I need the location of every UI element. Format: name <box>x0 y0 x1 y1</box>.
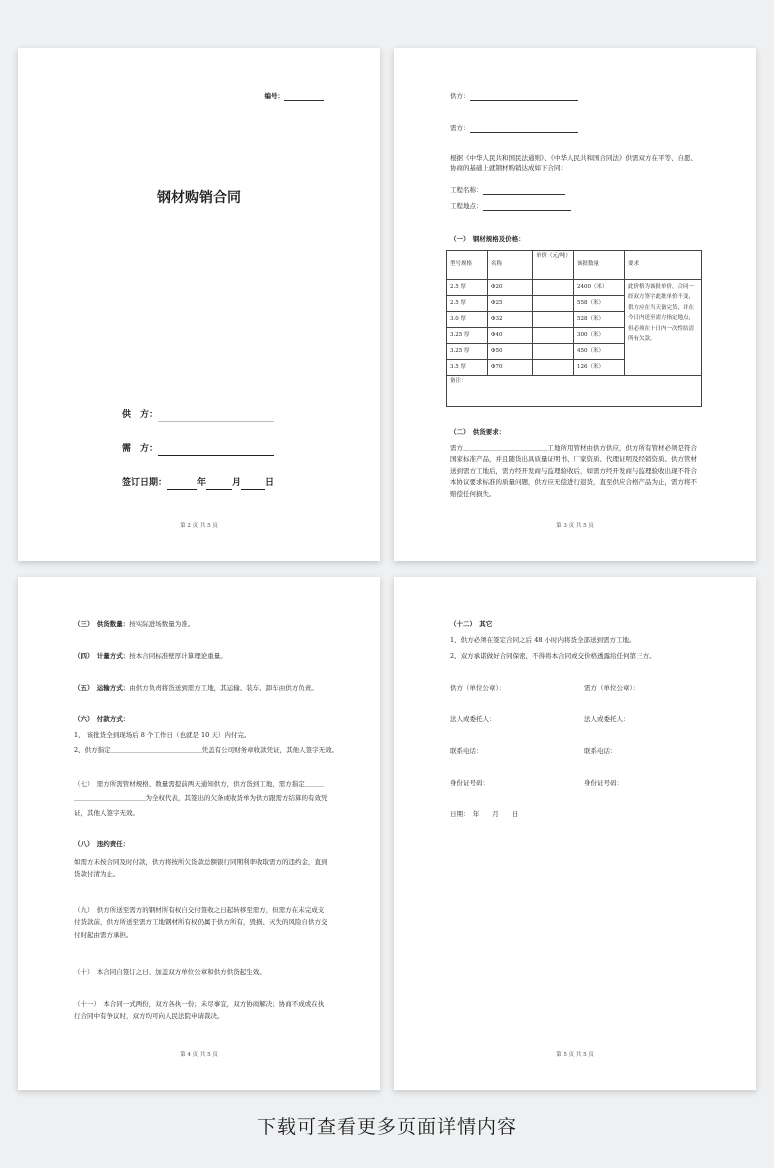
supplier-label: 供方： <box>450 92 470 100</box>
supplier-label: 供 方： <box>122 410 159 420</box>
day-label: 日 <box>265 478 275 488</box>
clause-12-line-1: 1、供方必须在签定合同之后 48 小时内将货全部送到需方工地。 <box>450 636 636 644</box>
project-name-blank <box>483 186 565 195</box>
payment-line-1: 1、 该批货全到现场后 8 个工作日（也就是 10 天）内付完。 <box>74 731 251 739</box>
contract-page-4 <box>394 577 756 1090</box>
table-header-row <box>447 251 702 280</box>
clause-12-line-2: 2、双方承诺做好合同保密，不得将本合同或交价格透露给任何第三方。 <box>450 652 656 660</box>
page-footer: 第 4 页 共 5 页 <box>180 1052 218 1059</box>
section2-title: （二） 供货要求： <box>450 428 506 436</box>
section1-title: （一） 钢材规格及价格： <box>450 235 525 243</box>
page-footer: 第 2 页 共 5 页 <box>180 523 218 530</box>
download-caption: 下载可查看更多页面详情内容 <box>256 1116 517 1138</box>
clause-title: （四） 计量方式： <box>74 652 130 660</box>
clause-9: （九） 供方所送至需方的钢材所有权自交付签收之日起转移至需方，但需方在未完成支付货款前，供方所送至需方工地钢材所有权仍属于供方所有，毁损、灭失的风险自供方交付时起由需方承担。 <box>74 906 328 939</box>
buyer-tel-label: 联系电话： <box>584 747 617 755</box>
requirement-cell: 此价格为该批单价，合同一经双方签字此批单价不变，供方应在当天备完货，并在今日内送至需方指定地点，但必须在十日内一次性结清所有欠款。 <box>625 280 702 376</box>
date-line: 日期： 年 月 日 <box>450 810 519 818</box>
clause-title: （五） 运输方式： <box>74 684 130 692</box>
table-row <box>447 280 702 296</box>
table-cell <box>533 312 574 328</box>
table-cell: Φ32 <box>488 312 533 328</box>
supplier-blank <box>470 92 578 101</box>
year-label: 年 <box>197 478 207 488</box>
supplier-seal-label: 供方（单位公章）： <box>450 684 506 692</box>
buyer-rep-label: 法人或委托人： <box>584 715 630 723</box>
section2-paragraph: 需方＿＿＿＿＿＿＿＿＿＿＿＿＿工地所用管材由供方供应，供方所有管材必须是符合国家标准产品，并且随货出具质量证明书、厂家资质、代理证明及经销资质。供方管材送到需方工地后，需方经开发商与监理验收后，如需方经开发商与监理验收出现不符合本协议要求标准的质量问题，供方应无偿进行退货，直至供应合格产品为止，需方将不赔偿任何损失。 <box>450 444 697 498</box>
table-cell: 2400（米） <box>574 280 625 296</box>
table-cell: Φ40 <box>488 328 533 344</box>
table-cell: Φ20 <box>488 280 533 296</box>
buyer-blank <box>158 444 274 456</box>
payment-title: （六） 付款方式： <box>74 715 130 723</box>
table-cell: 3.5 厚 <box>447 360 488 376</box>
supplier-field <box>122 409 274 422</box>
sign-date-field <box>122 477 274 490</box>
table-cell: 3.25 厚 <box>447 328 488 344</box>
supplier-line <box>450 92 578 101</box>
table-cell: 3.0 厚 <box>447 312 488 328</box>
table-cell <box>533 328 574 344</box>
supplier-tel-label: 联系电话： <box>450 747 483 755</box>
table-cell: 126（米） <box>574 360 625 376</box>
page-footer: 第 3 页 共 5 页 <box>556 523 594 530</box>
supplier-blank <box>158 410 274 422</box>
clause-text: 按本合同标准壁厚计算理论重量。 <box>129 652 227 660</box>
buyer-label: 需方： <box>450 124 470 132</box>
sign-date-label: 签订日期： <box>122 478 168 488</box>
clause-text: 由供方负责将货送到需方工地，其运输、装车、卸车由供方负责。 <box>129 684 318 692</box>
clause-title: （三） 供货数量： <box>74 620 130 628</box>
clause-11: （十一） 本合同一式两份，双方各执一份；未尽事宜，双方协商解决；协商不成或在执行合同中有争议时，双方均可向人民法院申请裁决。 <box>74 1000 325 1021</box>
project-name-line <box>450 186 565 195</box>
remark-row <box>447 376 702 407</box>
contract-title: 钢材购销合同 <box>157 190 241 206</box>
buyer-field <box>122 443 274 456</box>
month-blank <box>206 478 232 490</box>
serial-number-field <box>265 92 325 101</box>
buyer-label: 需 方： <box>122 444 159 454</box>
page-footer: 第 5 页 共 5 页 <box>556 1052 594 1059</box>
buyer-line <box>450 124 578 133</box>
header-cell: 单价（元/吨） <box>533 251 574 280</box>
table-cell: 300（米） <box>574 328 625 344</box>
table-cell: Φ25 <box>488 296 533 312</box>
table-cell: 3.25 厚 <box>447 344 488 360</box>
table-cell: Φ50 <box>488 344 533 360</box>
payment-line-2: 2、供方指定＿＿＿＿＿＿＿＿＿＿＿＿＿＿凭盖有公司财务章收款凭证，其他人签字无效。 <box>74 746 339 754</box>
intro-paragraph: 根据《中华人民共和国民法通则》、《中华人民共和国合同法》供需双方在平等、自愿、协商的基础上就钢材购销达成如下合同： <box>450 154 697 173</box>
buyer-id-label: 身份证号码： <box>584 779 623 787</box>
clause-7: （七） 需方所需管材规格、数量需提前两天通知供方，供方货到工地，需方指定＿＿＿＿＿＿＿＿＿＿＿＿＿＿为全权代表，其签出的欠条或收货单为供方跟需方结算的有效凭证，其他人签字无效。 <box>74 780 328 817</box>
header-cell: 型号规格 <box>447 251 488 280</box>
buyer-blank <box>470 124 578 133</box>
buyer-seal-label: 需方（单位公章）： <box>584 684 640 692</box>
table-cell <box>533 360 574 376</box>
project-site-label: 工程地点： <box>450 202 483 210</box>
clause-8-title: （八） 违约责任： <box>74 840 130 848</box>
project-site-line <box>450 202 571 211</box>
clause-5 <box>74 684 318 693</box>
day-blank <box>241 478 265 490</box>
clause-12-title: （十二） 其它 <box>450 620 493 628</box>
table-cell: 2.5 厚 <box>447 280 488 296</box>
table-cell <box>533 280 574 296</box>
table-cell: 528（米） <box>574 312 625 328</box>
clause-text: 按实际进场数量为准。 <box>129 620 195 628</box>
supplier-id-label: 身份证号码： <box>450 779 489 787</box>
project-name-label: 工程名称： <box>450 186 483 194</box>
clause-3 <box>74 620 194 629</box>
header-cell: 名称 <box>488 251 533 280</box>
table-cell: 2.5 厚 <box>447 296 488 312</box>
contract-page-3 <box>18 577 380 1090</box>
serial-label: 编号： <box>264 92 284 100</box>
month-label: 月 <box>232 478 242 488</box>
table-cell <box>533 296 574 312</box>
clause-8-text: 如需方未按合同及时付款，供方将按所欠货款总额银行同期利率收取需方的违约金，直到货款付清为止。 <box>74 858 328 879</box>
supplier-rep-label: 法人或委托人： <box>450 715 496 723</box>
year-blank <box>167 478 197 490</box>
project-site-blank <box>483 202 571 211</box>
table-cell: Φ70 <box>488 360 533 376</box>
table-cell: 450（米） <box>574 344 625 360</box>
remark-cell: 备注： <box>447 376 702 407</box>
clause-10: （十） 本合同自签订之日、加盖双方单位公章和供方供货起生效。 <box>74 968 266 976</box>
contract-page-2 <box>394 48 756 561</box>
table-cell: 558（米） <box>574 296 625 312</box>
clause-4 <box>74 652 227 661</box>
serial-blank <box>284 92 324 101</box>
header-cell: 该批数量 <box>574 251 625 280</box>
contract-page-cover <box>18 48 380 561</box>
table-cell <box>533 344 574 360</box>
header-cell: 要求 <box>625 251 702 280</box>
spec-price-table <box>446 250 702 407</box>
